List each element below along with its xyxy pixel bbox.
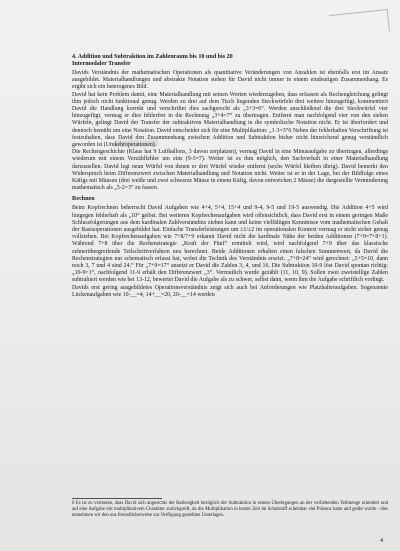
footnote-rule [72,498,162,499]
subsection-title-rechnen: Rechnen [72,196,95,203]
footnote-text: 6 Es ist zu vermuten, dass David sich angesichts der Ratlosigkeit bezüglich der Subtraktion in seinen Überlegungen an der vorliebenden Teilmenge orientiert und auf eine Aufgabe mit multiplikativem Charakter zurückgreift, da die Multiplikation in letzter Zeit im Schulstoff scheinbar viel Präsenz hatte und geübt wurde - dies entnehmen wir den uns freundlicherweise zur Verfügung gestellten Unterlagen. [72,501,388,518]
section-title: 4. Addition und Subtraktion im Zahlenraum bis 10 und bis 20 [72,54,233,60]
page-number: 4 [380,538,383,544]
document-body [72,54,388,299]
paragraph-2: David hat kein Problem damit, eine Materialhandlung mit seinen Worten wiederzugeben, dass erfassen als Rechengleichung gelingt ihm jedoch nicht funktional genug. Werden zu drei auf dem Tisch liegenden Steckwürfeln drei weitere hinzugefügt, kommentiert David die Handlung korrekt und verschriftet dies sachgerecht als „3+3=6“. Werden anschließend die drei Steckwürfel vier hinzugefügt, vermag er dies fehlerfrei in die Rechnung „3+4=7“ zu übertragen. Entfernt man nachfolgend vier von den sieben Würfeln, gelingt David der Transfer der subtraktiven Materialhandlung in die symbolische Notation nicht. Er ist überfordert und dennoch bemüht um eine Notation. David entscheidet sich für eine Multiplikation: „1·3=3“6 Neben der fehlerhaften Verschriftung ist festzuhalten, dass David den Zusammenhang zwischen Addition und Subtraktion bisher nicht hinreichend genug verständlich geworden ist (Umkehroperationen). [72,91,388,149]
subsection-title-transfer: Intermodaler Transfer [72,61,131,67]
footnote-area [72,498,388,518]
paragraph-4: Beim Kopfrechnen beherrscht David Aufgaben wie 4+4, 5+4, 15+4 und 9-4, 9-5 und 19-5 auswendig. Die Addition 4+5 wird hingegen fehlerhaft als „10“ gelöst. Bei weiteren Kopfrechenaufgaben wird offensichtlich, dass David erst in einem geringen Maße Schlussfolgerungen aus dem kardinalen Zahlverständnis ziehen kann und keine vielfältigen Kenntnisse vom mathematischen Gehalt der Basisoperationen ausgebildet hat. Einfache Transferleistungen um ±1/±2 im operationalen Kontext vermag er nicht sicher genug vollziehen. Bei Kopfrechenaufgaben wie 7+8/7+9 erkannt David nicht die kardinale Nähe der beiden Additionen (7+9=7+8+1). Während 7+8 über die Rechenstrategie „Kraft der Fünf“ ermittelt wird, wird nachfolgend 7+9 über das klassische zehnerübergreifende Teilschrittverfahren neu berechnet. Beide Additionen erhalten einen falschen Summenwert, da David die Rechenstrategien nur schematisch erfasst hat, wobei die Technik des Verständnis ersetzt. „7+8=24“ wird gerechnet: „5+5=10, dann noch 3, 7 und 4 sind 24.“ Für „7+9=17“ ansetzt er David die Zahlen 3, 4, und 16. Die Subtraktion 10-9 löst David spontan richtig: „10-9=1“, nachfolgend 11-9 erhält den Differenzwert „3“. Vermutlich wurde gezählt (11, 10, 9). Sollen zwei zweistellige Zahlen subtrahiert werden wie bei 13-12, bewertet David die Aufgabe als zu schwer, selbst dann, wenn ihm die Aufgabe schriftlich vorliegt. [72,205,388,284]
paragraph-1: Davids Verständnis der mathematischen Operationen als quantitative Veränderungen von Anzahlen ist ebenfalls erst im Ansatz ausgebildet. Materialhandlungen und abstrakte Notation stehen für David nicht immer in einem eindeutigen Zusammenhang. Es ergibt sich ein heterogenes Bild. [72,70,388,91]
paragraph-3: Die Rechengeschichte (Klaus hat 9 Luftballons, 3 davon zerplatzen), vermag David in eine Minusaufgabe zu übertragen, allerdings wiederum mit einem Verzählfehler um eins (9-3=7). Weiter ist es ihm möglich, den Sachverhalt in einer Materialhandlung darzustellen. David legt neun Würfel von denen er drei Würfel wieder entfernt (sechs Würfel bleiben übrig). David bemerkt den Widerspruch beim Differenzwert zwischen Materialhandlung und Notation nicht. Weiter ist er in der Lage, bei der Bildfolge eines Käfigs mit Mäusen (drei weiße und zwei schwarze Mäuse in einem Käfig, davon entweichen 2 Mäuse) die dargestellte Verminderung mathematisch als „5-2=3“ zu fassen. [72,149,388,192]
scan-corner-mark [329,9,390,38]
paragraph-5: Davids erst gering ausgebildetes Operationsverständnis zeigt sich auch bei Anforderungen wie Platzhalteraufgaben. Sogenannte Lückenaufgaben wie 10-__=4, 14+__=20, 20-__=14 werden [72,284,388,298]
